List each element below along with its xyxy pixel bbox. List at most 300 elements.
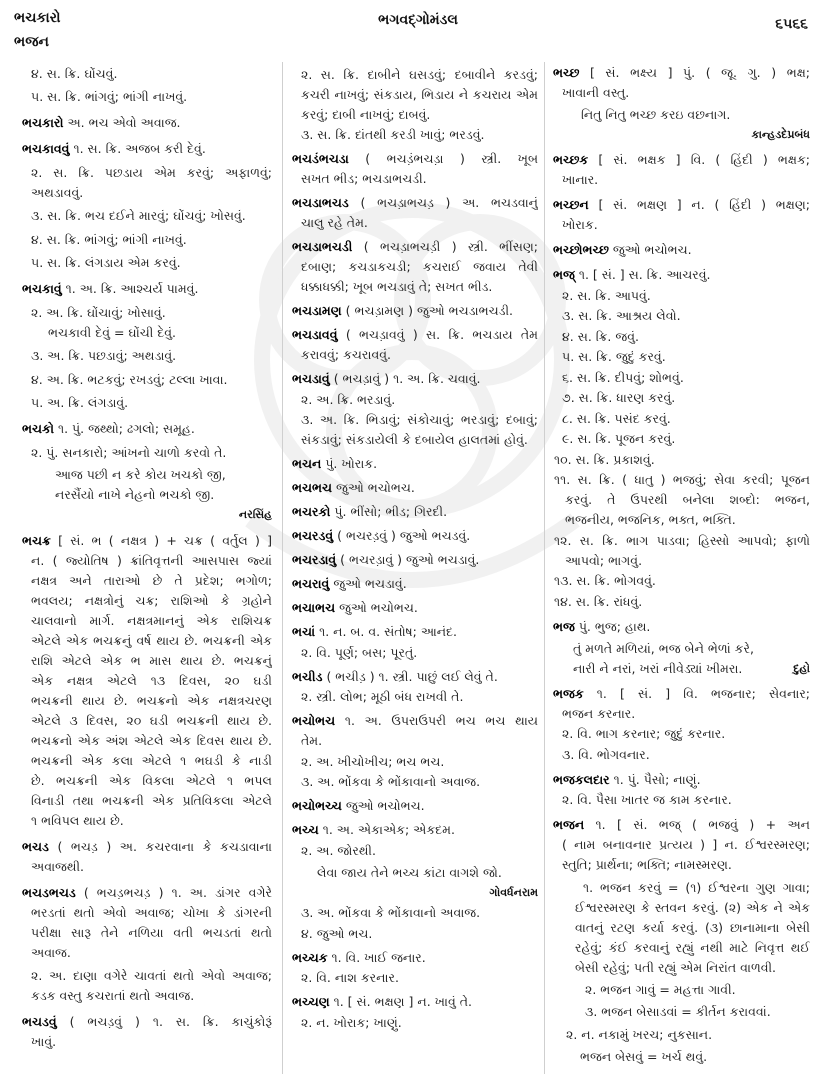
entry-line bbox=[22, 419, 272, 439]
sense-text: ભજનીય, ભજનિક, ભક્ત, ભક્તિ. bbox=[565, 512, 736, 527]
entry-line bbox=[292, 149, 538, 169]
definition-text: ( ભચરડ઼ાવું ) જુઓ ભચડાવું. bbox=[340, 552, 480, 567]
idiom-text: ભજન બેસવું = ખર્ચ થવું. bbox=[580, 1049, 708, 1064]
sense-text: ૩. સ. ક્રિ. દાંતથી કરડી ખાવું; ભરડવું. bbox=[301, 127, 485, 142]
headword: ભચકો bbox=[22, 421, 54, 436]
sense bbox=[553, 1025, 810, 1045]
headword: ભચડભચડ bbox=[22, 884, 76, 900]
definition-text: જુઓ ભચોભચ. bbox=[345, 798, 425, 813]
sense bbox=[553, 409, 810, 429]
dictionary-entry bbox=[22, 139, 272, 159]
definition-text: ૧. પું. પૈસો; નાણું. bbox=[613, 771, 701, 787]
entry-line bbox=[292, 502, 538, 522]
sense bbox=[553, 347, 810, 367]
sense-text: ૪. જુઓ ભચ. bbox=[301, 925, 373, 941]
entry-line bbox=[292, 193, 538, 213]
definition-text: અ. ભચ એવો અવાજ. bbox=[67, 115, 181, 130]
headword: ભચ્છોભચ્છ bbox=[553, 242, 609, 257]
idiom bbox=[553, 1047, 810, 1067]
source-attribution: ગોવર્ધનરામ bbox=[489, 885, 538, 899]
quotation bbox=[292, 863, 538, 883]
entry-line bbox=[553, 265, 810, 285]
sense bbox=[292, 410, 538, 450]
definition-text: તેમ. bbox=[301, 733, 323, 748]
entry-line bbox=[22, 837, 272, 857]
sense-text: ૬. સ. ક્રિ. દીપવું; શોભવું. bbox=[562, 369, 684, 385]
idiom bbox=[553, 980, 810, 1000]
entry-line bbox=[22, 113, 272, 133]
dictionary-entry bbox=[292, 820, 538, 840]
sense-text: ૪. અ. ક્રિ. ભટકવું; રખડવું; ટલ્લા ખાવા. bbox=[31, 371, 228, 387]
definition-text: કરાવવું; કચરાવવું. bbox=[301, 347, 392, 362]
entry-line bbox=[22, 883, 272, 903]
sense bbox=[553, 531, 810, 571]
definition-text: પું. ભુજ; હાથ. bbox=[578, 618, 651, 634]
sense bbox=[292, 903, 538, 923]
headword: ભચડાવવું bbox=[292, 327, 338, 342]
dictionary-entry bbox=[22, 419, 272, 439]
entry-line bbox=[292, 796, 538, 816]
definition-text: ધક્કાધક્કી; ખૂબ ભચડાવું તે; સખત ભીડ. bbox=[301, 279, 493, 294]
definition-text: ૧. ન. બ. વ. સંતોષ; આનંદ. bbox=[319, 624, 457, 639]
definition-text: ૧. સ. ક્રિ. અજબ કરી દેવું. bbox=[73, 141, 206, 156]
source-attribution: નરસિંહ bbox=[238, 507, 272, 521]
sense-text: ૪. સ. ક્રિ. જવું. bbox=[562, 328, 639, 344]
sense bbox=[292, 841, 538, 861]
definition-text: જુઓ ભચોભચ. bbox=[612, 242, 692, 257]
idiom bbox=[22, 323, 272, 343]
headword: ભજકલદાર bbox=[553, 771, 610, 787]
definition-text: ભવલય; નક્ષત્રોનું ચક્ર; રાશિઓ કે ગ્રહોને bbox=[31, 592, 272, 608]
sense-text: કચરી નાખવું; સંકડાય, ભિડાય ને કચરાય એમ bbox=[301, 86, 538, 102]
definition-text: ૧. અ. ઉપરાઉપરી ભચ ભચ થાય bbox=[344, 713, 538, 728]
guide-word-first: ભચકારો bbox=[14, 10, 61, 26]
sense bbox=[292, 924, 538, 944]
headword: ભચરડાવું bbox=[292, 552, 337, 567]
sense-text: ૮. સ. ક્રિ. પસંદ કરવું. bbox=[562, 410, 671, 426]
dictionary-entry bbox=[292, 948, 538, 968]
definition-text: [ સં. ભ ( નક્ષત્ર ) + ચક્ર ( વર્તુલ ) ] bbox=[58, 532, 272, 548]
sense bbox=[22, 443, 272, 463]
dictionary-entry bbox=[292, 526, 538, 546]
definition-text: જુઓ ભચોભચ. bbox=[336, 480, 415, 495]
entry-line bbox=[292, 478, 538, 498]
dictionary-entry bbox=[292, 237, 538, 297]
definition-text: ( ભચીડ઼ ) ૧. સ્ત્રી. પાછું લઈ લેવું તે. bbox=[326, 668, 498, 684]
dictionary-entry bbox=[22, 113, 272, 133]
definition-text: ચાલવાનો માર્ગ. નક્ષત્રમાનનું એક રાશિચક્ર bbox=[31, 612, 272, 628]
definition-text: ૧. [ સં. ભક્ષણ ] ન. ખાવું તે. bbox=[333, 994, 473, 1009]
definition-text: પું. ખોરાક. bbox=[325, 456, 378, 471]
column-2 bbox=[292, 64, 538, 1033]
sense-text: ૩. અ. ભોંકવા કે ભોંકાવાનો અવાજ. bbox=[301, 905, 481, 920]
sense bbox=[292, 125, 538, 145]
headword: ભચકાવવું bbox=[22, 141, 70, 156]
headword: ભજ્ bbox=[553, 267, 575, 282]
definition-text: ( ભચડ઼ંભચડ઼ા ) સ્ત્રી. ખૂબ bbox=[365, 151, 538, 166]
sense bbox=[22, 87, 272, 107]
entry-line bbox=[553, 63, 810, 83]
headword: ભચકાવું bbox=[22, 281, 62, 296]
sense-text: ૧૦. સ. ક્રિ. પ્રકાશવું. bbox=[554, 451, 655, 467]
quotation-line: આજ પછી ન કરે કોય ખચકો જી, bbox=[55, 466, 226, 482]
headword: ભચક્ર bbox=[22, 532, 51, 548]
definition-text: જુઓ ભચોભચ. bbox=[339, 600, 418, 615]
sense-text: ૧૧. સ. ક્રિ. ( ધાતુ ) ભજવું; સેવા કરવી; પૂજન bbox=[554, 472, 810, 487]
dictionary-entry bbox=[22, 1012, 272, 1052]
sense-text: સંકડાવું; સંકડાયેલી કે દબાયેલ હાલતમાં હોવું. bbox=[301, 432, 528, 447]
definition-text: અવાજથી. bbox=[31, 858, 84, 874]
dictionary-entry bbox=[292, 369, 538, 389]
sense-text: ૨. અ. ખીચોખીચ; ભચ ભચ. bbox=[301, 753, 445, 769]
sense bbox=[553, 450, 810, 470]
sense bbox=[22, 64, 272, 84]
entry-line bbox=[22, 279, 272, 299]
definition-text: ( ભચડ઼ભચડ઼ ) ૧. અ. ડાંગર વગેરે bbox=[83, 884, 272, 900]
sense-text: ૫. સ. ક્રિ. ભાંગવું; ભાંગી નાખવું. bbox=[31, 89, 188, 104]
headword: ભચડાભચડ bbox=[292, 195, 349, 210]
sense bbox=[22, 393, 272, 413]
headword: ભચ્છક bbox=[553, 152, 589, 167]
headword: ભચ્ચ bbox=[292, 822, 319, 837]
sense-text: ૩. વિ. ભોગવનાર. bbox=[562, 746, 650, 762]
definition-text: ખોરાક. bbox=[562, 217, 598, 232]
entry-line bbox=[553, 150, 810, 170]
dictionary-entry bbox=[553, 617, 810, 637]
sense bbox=[553, 470, 810, 530]
definition-text: અવાજ. bbox=[31, 944, 71, 960]
entry-line bbox=[292, 550, 538, 570]
page-title: ભગવદ્ગોમંડલ bbox=[378, 12, 458, 28]
definition-text: ચાલુ રહે તેમ. bbox=[301, 215, 368, 230]
idiom-text: ઈશ્વરસ્મરણ કે સ્તવન કરવું. (૨) એક ને એક bbox=[575, 900, 810, 915]
sense-text: ૨. અ. ક્રિ. ભરડાવું. bbox=[301, 391, 396, 407]
definition-text: ૧. અ. ક્રિ. આશ્ચર્ય પામવું. bbox=[65, 281, 199, 296]
sense-text: અથડાવવું. bbox=[31, 184, 84, 200]
dictionary-entry bbox=[22, 837, 272, 877]
dictionary-entry bbox=[292, 598, 538, 618]
definition-text: નક્ષત્ર અને તારાઓ છે તે પ્રદેશ; ભગોળ; bbox=[31, 572, 272, 588]
headword: ભચ્છ bbox=[553, 65, 580, 80]
dictionary-entry bbox=[292, 992, 538, 1012]
entry-line bbox=[292, 454, 538, 474]
column-1 bbox=[22, 60, 272, 1052]
definition-text: ન. ( જ્યોતિષ ) ક્રાંતિવૃત્તની આસપાસ જ્યાં bbox=[31, 552, 272, 568]
entry-line bbox=[22, 139, 272, 159]
entry-line bbox=[553, 240, 810, 260]
sense bbox=[292, 752, 538, 772]
dictionary-entry bbox=[553, 770, 810, 790]
sense-text: ૫. સ. ક્રિ. જુદું કરવું. bbox=[562, 349, 666, 364]
definition-text: છે. ભચક્રની એક વિકલા એટલે ૧ ભપલ bbox=[31, 772, 272, 788]
headword: ભચ્ચક bbox=[292, 949, 328, 965]
dictionary-entry bbox=[292, 193, 538, 233]
sense-text: ૭. સ. ક્રિ. ધારણ કરવું. bbox=[562, 390, 676, 405]
guide-word-last: ભજન bbox=[14, 34, 49, 50]
sense-text: ૪. સ. ક્રિ. ઘોંચવું. bbox=[31, 65, 118, 81]
headword: ભચરડવું bbox=[292, 528, 334, 543]
entry-line bbox=[553, 195, 810, 215]
definition-text: ૧. પું. જથ્થો; ઢગલો; સમૂહ. bbox=[57, 421, 195, 436]
sense-text: ૩. સ. ક્રિ. ભચ દઈને મારવું; ઘોંચવું; ખોસવું. bbox=[31, 208, 246, 223]
entry-line bbox=[292, 711, 538, 731]
idiom-text: વાતનું રટણ કર્યા કરવું. (૩) છાનામાના બેસી bbox=[575, 920, 810, 935]
entry-line bbox=[292, 301, 538, 321]
definition-text: ૧. [ સં. ] વિ. ભજનાર; સેવનાર; bbox=[596, 685, 810, 701]
dictionary-entry bbox=[22, 883, 272, 963]
headword: ભચડાવું bbox=[292, 371, 330, 386]
quotation bbox=[22, 465, 272, 505]
headword: ભચડામણ bbox=[292, 303, 342, 318]
definition-text: જુઓ ભચડાવું. bbox=[333, 576, 407, 591]
definition-text: ( ભચડ઼ ) અ. કચરવાના કે કચડાવાના bbox=[57, 838, 272, 854]
dictionary-entry bbox=[553, 150, 810, 190]
sense-text: કરવું; દાબી નાખવું; દાબવું. bbox=[301, 106, 431, 122]
quotation-line: નારી ને નરાં, ખરાં નીવેડ્યાં ખીમરા. bbox=[573, 660, 743, 676]
quotation-line: લેવા જાય તેને ભચ્ચ કાંટા વાગશે જો. bbox=[317, 864, 502, 880]
dictionary-entry bbox=[553, 63, 810, 103]
quotation-line: નિતુ નિતુ ભચ્છ કરઇ વછનાગ. bbox=[581, 107, 731, 122]
sense-text: ૨. વિ. પૈસા ખાતર જ કામ કરનાર. bbox=[562, 792, 732, 807]
sense-text: ૩. અ. ક્રિ. ભિડાવું; સંકોચાવું; ભરડાવું; દબાવું; bbox=[301, 412, 538, 427]
sense-text: ૩. સ. ક્રિ. આશ્રય લેવો. bbox=[562, 308, 681, 323]
idiom-text: ભચકાવી દેવું = ઘોંચી દેવું. bbox=[48, 324, 177, 340]
sense-text: ૨. સ્ત્રી. લોભ; મૂઠી બંધ રાખવી તે. bbox=[301, 689, 464, 704]
sense-text: ૪. સ. ક્રિ. ભાંગવું; ભાંગી નાખવું. bbox=[31, 231, 187, 247]
headword: ભચડાભચડી bbox=[292, 239, 353, 254]
headword: ભચડવું bbox=[22, 1014, 57, 1029]
entry-line bbox=[553, 617, 810, 637]
headword: ભજક bbox=[553, 685, 584, 701]
dictionary-entry bbox=[553, 195, 810, 235]
definition-text: ( ભચડ઼ાવું ) ૧. અ. ક્રિ. ચવાવું. bbox=[333, 371, 481, 386]
definition-text: પરીક્ષા સારૂ તેને નળિયા વતી ભચડતાં થતો bbox=[31, 924, 272, 940]
headword: ભચરાવું bbox=[292, 576, 330, 591]
sense bbox=[22, 303, 272, 323]
sense bbox=[22, 163, 272, 203]
sense-text: ૨. ન. ખોરાક; ખાણું. bbox=[301, 1014, 402, 1030]
dictionary-entry bbox=[292, 796, 538, 816]
definition-text: ( ભચડ઼વું ) ૧. સ. ક્રિ. કાચુંકોરૂં bbox=[69, 1014, 272, 1029]
headword: ભજન bbox=[553, 817, 585, 832]
sense bbox=[22, 253, 272, 273]
column-3 bbox=[553, 58, 810, 1067]
dictionary-entry bbox=[292, 622, 538, 642]
definition-text: ( ભચડ઼ામણ ) જુઓ ભચડાભચડી. bbox=[345, 303, 513, 318]
entry-line bbox=[292, 526, 538, 546]
entry-line bbox=[292, 325, 538, 345]
sense bbox=[22, 370, 272, 390]
quotation bbox=[553, 105, 810, 125]
headword: ભચરકો bbox=[292, 504, 331, 519]
definition-text: ખાનાર. bbox=[562, 172, 599, 187]
sense bbox=[292, 687, 538, 707]
sense-text: ૨. વિ. નાશ કરનાર. bbox=[301, 970, 399, 985]
entry-line bbox=[292, 622, 538, 642]
idiom-text: બેસી રહેવું; પતી રહ્યું એમ નિરાંત વાળવી. bbox=[575, 960, 777, 975]
headword: ભચીડ bbox=[292, 668, 323, 684]
dictionary-entry bbox=[292, 454, 538, 474]
definition-text: ૧. અ. એકાએક; એકદમ. bbox=[322, 822, 455, 837]
page-number: ૬૫૬૬ bbox=[775, 16, 808, 32]
entry-line bbox=[292, 574, 538, 594]
entry-line bbox=[22, 1012, 272, 1032]
definition-text: ૧. [ સં. ] સ. ક્રિ. આચરવું. bbox=[578, 267, 711, 282]
dictionary-entry bbox=[22, 531, 272, 831]
headword: ભચ્ચણ bbox=[292, 994, 330, 1009]
definition-text: ભચક્રનો એક અંશ એટલે એક દિવસ થાય છે. bbox=[31, 732, 272, 748]
dictionary-entry bbox=[553, 684, 810, 724]
definition-text: ભજન કરનાર. bbox=[562, 705, 636, 721]
sense bbox=[292, 65, 538, 125]
sense bbox=[553, 429, 810, 449]
sense-text: આપવો; ભાગવું. bbox=[565, 552, 643, 568]
definition-text: ભચક્રની એક કલા એટલે ૧ ભઘડી કે નાડી bbox=[31, 752, 272, 768]
definition-text: ૧. વિ. ખાઈ જનાર. bbox=[331, 949, 426, 965]
sense-text: ૯. સ. ક્રિ. પૂજન કરવું. bbox=[562, 431, 676, 446]
headword: ભચ્છન bbox=[553, 197, 589, 212]
entry-line bbox=[292, 237, 538, 257]
sense-text: ૩. અ. ક્રિ. પછડાવું; અથડાવું. bbox=[31, 348, 177, 363]
dictionary-entry bbox=[553, 815, 810, 875]
definition-text: રાશિ એટલે એક ભ માસ થાય છે. ભચક્રનું bbox=[31, 652, 272, 668]
entry-line bbox=[553, 770, 810, 790]
sense bbox=[553, 327, 810, 347]
headword: ભચડ bbox=[22, 838, 49, 854]
sense-text: ૧૨. સ. ક્રિ. ભાગ પાડવા; હિસ્સો આપવો; ફાળો bbox=[554, 532, 810, 548]
entry-line bbox=[292, 598, 538, 618]
headword: ભચડંભચડા bbox=[292, 151, 349, 166]
idiom-text: ૨. ભજન ગાવું = મહત્તા ગાવી. bbox=[585, 982, 736, 997]
definition-text: ( ભચડ઼ાભચડ઼ી ) સ્ત્રી. ભીંસણ; bbox=[363, 239, 538, 254]
quotation-line: તું મળતે મળિયાં, ભજ બેને ભેળાં કરે, bbox=[573, 640, 754, 656]
sense bbox=[553, 388, 810, 408]
dictionary-entry bbox=[292, 574, 538, 594]
headword: ભચાભચ bbox=[292, 600, 336, 615]
entry-line bbox=[292, 369, 538, 389]
dictionary-entry bbox=[553, 240, 810, 260]
dictionary-entry bbox=[553, 265, 810, 285]
sense-text: ૨. વિ. પૂર્ણ; બસ; પૂરતું. bbox=[301, 644, 418, 660]
column-divider bbox=[282, 62, 283, 1074]
definition-text: ૧ ભવિપલ થાય છે. bbox=[31, 812, 124, 828]
definition-text: ( ભચરડ઼વું ) જુઓ ભચડવું. bbox=[337, 528, 471, 543]
sense bbox=[553, 790, 810, 810]
dictionary-entry bbox=[292, 711, 538, 751]
dictionary-entry bbox=[292, 325, 538, 365]
definition-text: [ સં. ભક્ષ્ય ] પું. ( જૂ. ગુ. ) ભક્ષ; bbox=[589, 65, 810, 80]
sense bbox=[22, 346, 272, 366]
dictionary-entry bbox=[22, 279, 272, 299]
headword: ભજ bbox=[553, 618, 575, 634]
definition-text: સ્તુતિ; પ્રાર્થના; ભક્તિ; નામસ્મરણ. bbox=[562, 857, 732, 872]
sense-text: ૨. અ. જોરથી. bbox=[301, 842, 376, 858]
definition-text: [ સં. ભક્ષક ] વિ. ( હિંદી ) ભક્ષક; bbox=[598, 152, 810, 167]
sense-text: ૨. પું. સનકારો; આંખનો ચાળો કરવો તે. bbox=[31, 444, 227, 460]
sense-text: કડક વસ્તુ કચરાતાં થતો અવાજ. bbox=[31, 988, 195, 1003]
dictionary-entry bbox=[292, 301, 538, 321]
sense-text: ૨. સ. ક્રિ. દાબીને ઘસડવું; દબાવીને કરડવું; bbox=[301, 66, 538, 82]
sense-text: ૫. અ. ક્રિ. લંગડાવું. bbox=[31, 395, 129, 410]
source-attribution: કાન્હડદેપ્રબંધ bbox=[751, 128, 810, 141]
definition-text: ( ભચડ઼ાભચડ઼ ) અ. ભચડવાનું bbox=[360, 195, 538, 210]
sense-text: ૧૪. સ. ક્રિ. રાંધવું. bbox=[554, 593, 643, 609]
entry-line bbox=[292, 992, 538, 1012]
definition-text: ( ભચડ઼ાવવું ) સ. ક્રિ. ભચડાય તેમ bbox=[345, 327, 538, 342]
definition-text: સખત ભીડ; ભચડાભચડી. bbox=[301, 171, 427, 186]
sense-text: ૨. સ. ક્રિ. આપવું. bbox=[562, 287, 651, 303]
headword: ભચાં bbox=[292, 624, 316, 639]
definition-text: ભરડતાં થતો એવો અવાજ; ચોખા કે ડાંગરની bbox=[31, 904, 272, 920]
idiom-text: રહેવું; કંઈ કરવાનું રહ્યું નથી માટે નિવૃત્ત થઈ bbox=[575, 940, 810, 955]
definition-text: એટલે એક ભચક્રનું વર્ષ થાય છે. ભચક્રની એક bbox=[31, 632, 272, 648]
headword: ભચન bbox=[292, 456, 322, 471]
sense bbox=[292, 1013, 538, 1033]
source-attribution: દુહો bbox=[793, 661, 810, 675]
definition-text: ખાવાની વસ્તુ. bbox=[562, 85, 630, 100]
sense-text: ૨. સ. ક્રિ. પછડાય એમ કરવું; અફાળવું; bbox=[31, 164, 272, 180]
headword: ભચકારો bbox=[22, 115, 64, 130]
definition-text: ( નામ બનાવનાર પ્રત્યય ) ] ન. ઈશ્વરસ્મરણ; bbox=[562, 837, 810, 852]
dictionary-entry bbox=[292, 550, 538, 570]
definition-text: ખાવું. bbox=[31, 1034, 57, 1049]
definition-text: વિનાડી તથા ભચક્રની એક પ્રતિવિકલા એટલે bbox=[31, 792, 272, 808]
headword: ભચોભચ bbox=[292, 713, 336, 728]
dictionary-entry bbox=[292, 502, 538, 522]
dictionary-entry bbox=[292, 149, 538, 189]
idiom bbox=[553, 878, 810, 978]
entry-line bbox=[22, 531, 272, 551]
sense bbox=[292, 772, 538, 792]
headword: ભચોભચ્ચ bbox=[292, 798, 342, 813]
definition-text: દબાણ; કચડાકચડી; કચરાઈ જવાય તેવી bbox=[301, 259, 538, 274]
sense bbox=[553, 368, 810, 388]
sense bbox=[553, 306, 810, 326]
sense bbox=[292, 643, 538, 663]
sense-text: ૫. સ. ક્રિ. લંગડાય એમ કરવું. bbox=[31, 255, 181, 270]
idiom bbox=[553, 1002, 810, 1022]
sense bbox=[22, 966, 272, 1006]
sense bbox=[292, 968, 538, 988]
quotation-line: નરસૈંયો નાખે નેહનો ભચકો જી. bbox=[55, 486, 215, 502]
sense bbox=[553, 571, 810, 591]
sense bbox=[553, 286, 810, 306]
entry-line bbox=[292, 667, 538, 687]
column-divider bbox=[544, 62, 545, 1074]
idiom-text: ૩. ભજન બેસાડવાં = કીર્તન કરાવવાં. bbox=[585, 1004, 771, 1019]
sense bbox=[553, 745, 810, 765]
definition-text: પું. ભીંસો; ભીડ; ગિરદી. bbox=[334, 504, 448, 519]
sense bbox=[22, 206, 272, 226]
sense-text: ૨. અ. દાણા વગેરે ચાવતાં થતો એવો અવાજ; bbox=[31, 968, 272, 983]
definition-text: ૧. [ સં. ભજ્ ( ભજવું ) + અન bbox=[595, 817, 810, 832]
dictionary-entry bbox=[292, 667, 538, 687]
entry-line bbox=[292, 820, 538, 840]
sense bbox=[553, 724, 810, 744]
sense-text: ૨. ન. નકામું ખરચ; નુકસાન. bbox=[566, 1027, 713, 1042]
sense-text: કરવું. તે ઉપરથી બનેલા શબ્દો: ભજન, bbox=[565, 492, 810, 507]
sense bbox=[22, 230, 272, 250]
entry-line bbox=[553, 684, 810, 704]
entry-line bbox=[292, 948, 538, 968]
entry-line bbox=[553, 815, 810, 835]
sense bbox=[292, 390, 538, 410]
sense bbox=[553, 592, 810, 612]
definition-text: એક નક્ષત્ર એટલે ૧૩ દિવસ, ૨૦ ઘડી bbox=[31, 672, 272, 688]
idiom-text: ૧. ભજન કરવું = (૧) ઈશ્વરના ગુણ ગાવા; bbox=[583, 880, 810, 895]
sense-text: ૧૩. સ. ક્રિ. ભોગવવું. bbox=[554, 573, 656, 588]
definition-text: ભચક્રની થાય છે. ભચક્રનો એક નક્ષત્રચરણ bbox=[31, 692, 272, 708]
